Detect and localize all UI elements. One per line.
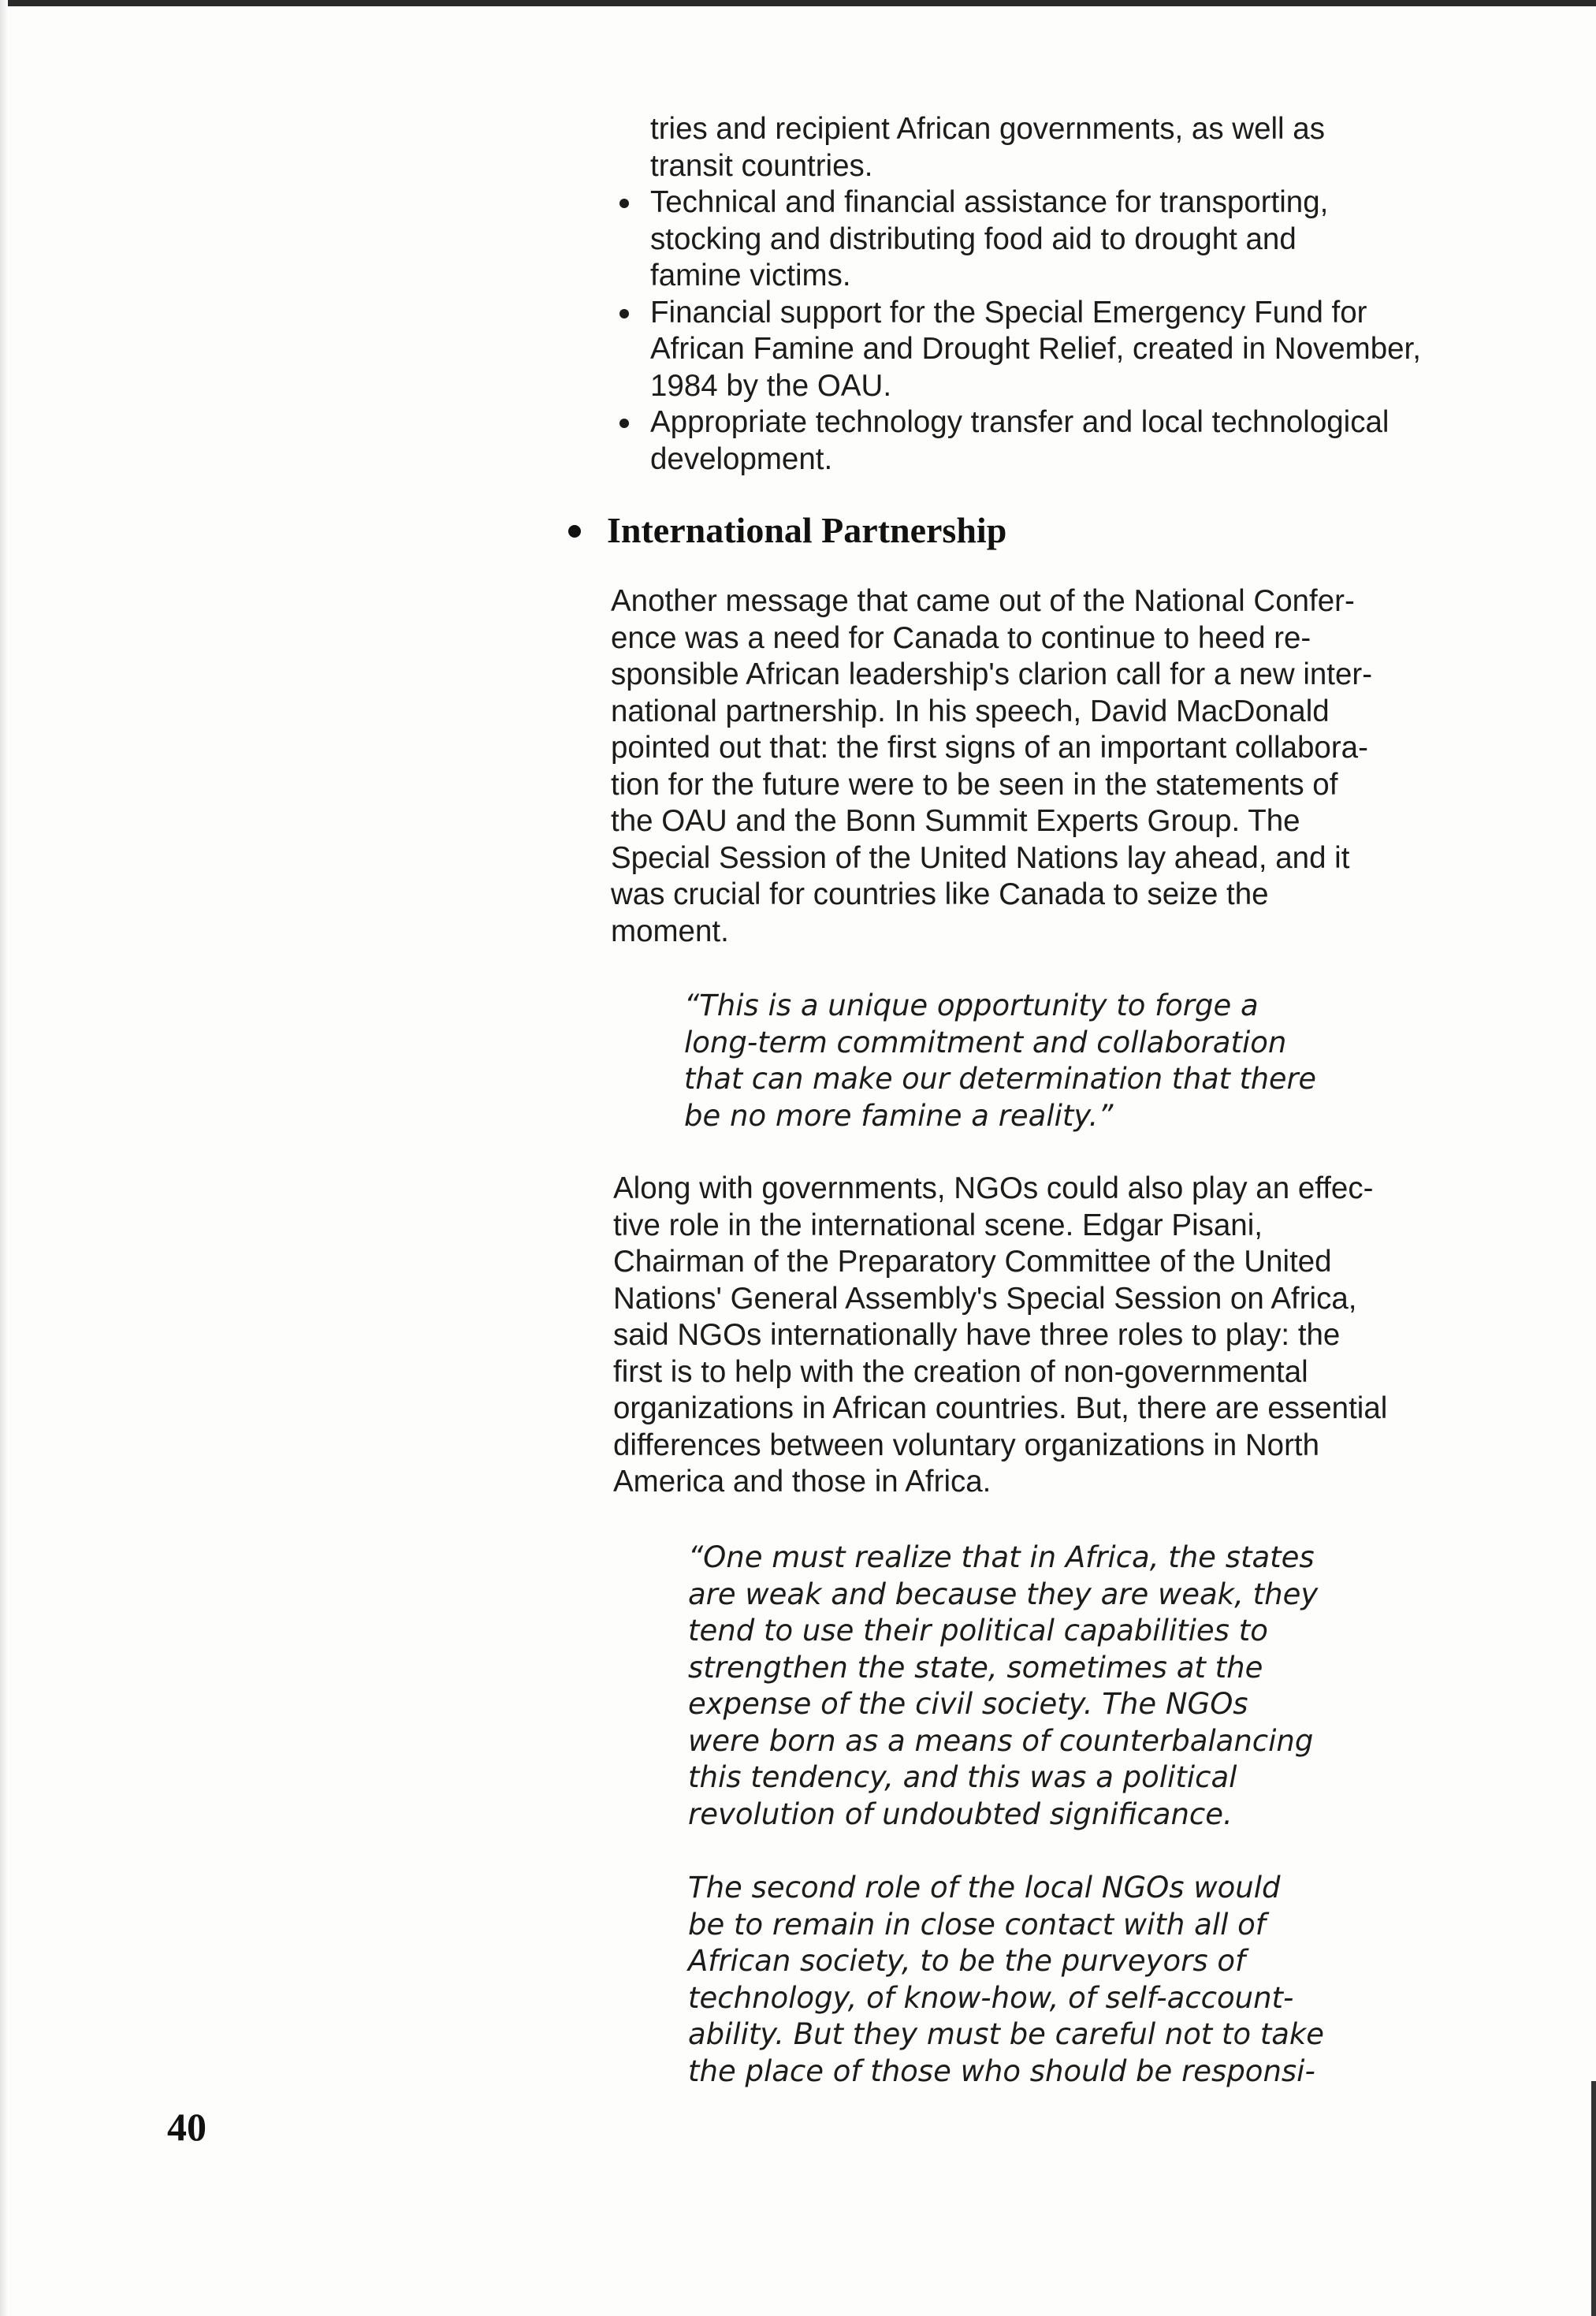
text-line: “This is a unique opportunity to forge a [684, 989, 1259, 1022]
bullet-text-line: famine victims. [650, 259, 851, 292]
text-line: ence was a need for Canada to continue to heed re- [611, 620, 1311, 655]
page-number: 40 [167, 2105, 206, 2149]
text-line: organizations in African countries. But, there are essential [613, 1391, 1388, 1425]
bullet-text-line: tries and recipient African governments, as well as [650, 112, 1325, 146]
bullet-dot-icon [619, 309, 629, 318]
text-line: technology, of know-how, of self-account- [688, 1980, 1294, 2015]
text-line: this tendency, and this was a political [688, 1760, 1237, 1794]
text-line: “One must realize that in Africa, the states [688, 1540, 1315, 1574]
text-line: ability. But they must be careful not to take [688, 2017, 1325, 2051]
text-line: the OAU and the Bonn Summit Experts Group. The [611, 804, 1300, 838]
text-line: America and those in Africa. [613, 1465, 991, 1499]
text-line: was crucial for countries like Canada to seize the [611, 877, 1269, 911]
text-line: the place of those who should be responsi- [688, 2053, 1315, 2088]
scan-left-shadow [0, 0, 8, 2316]
bullet-text-line: transit countries. [650, 148, 873, 183]
text-line: first is to help with the creation of non-governmental [613, 1354, 1308, 1389]
text-line: Nations' General Assembly's Special Session on Africa, [613, 1281, 1357, 1316]
text-line: national partnership. In his speech, David MacDonald [611, 694, 1330, 728]
bullet-text-line: stocking and distributing food aid to drought and [650, 222, 1297, 256]
text-line: strengthen the state, sometimes at the [688, 1650, 1263, 1685]
scan-top-border [0, 0, 1596, 6]
bullet-dot-icon [619, 199, 629, 208]
bullet-text-line: Technical and financial assistance for transporting, [650, 185, 1329, 219]
text-line: Special Session of the United Nations lay ahead, and it [611, 840, 1350, 875]
heading-bullet-icon [568, 525, 581, 538]
text-line: Chairman of the Preparatory Committee of the United [613, 1245, 1332, 1279]
text-line: moment. [611, 914, 729, 948]
text-line: African society, to be the purveyors of [688, 1944, 1246, 1978]
bullet-text-line: development. [650, 441, 833, 476]
text-line: The second role of the local NGOs would [688, 1871, 1281, 1905]
text-line: long-term commitment and collaboration [684, 1025, 1287, 1059]
text-line: expense of the civil society. The NGOs [688, 1687, 1248, 1721]
text-line: be no more famine a reality.” [684, 1098, 1114, 1133]
text-line: that can make our determination that there [684, 1062, 1317, 1096]
text-line: revolution of undoubted significance. [688, 1797, 1233, 1831]
text-line: tive role in the international scene. Edgar Pisani, [613, 1208, 1263, 1242]
text-line: tend to use their political capabilities to [688, 1614, 1268, 1648]
text-line: said NGOs internationally have three roles to play: the [613, 1318, 1341, 1352]
text-line: be to remain in close contact with all of [688, 1907, 1266, 1942]
bullet-text-line: African Famine and Drought Relief, created in November, [650, 332, 1421, 366]
bullet-text-line: 1984 by the OAU. [650, 368, 892, 403]
section-heading: International Partnership [607, 510, 1007, 550]
bullet-text-line: Appropriate technology transfer and local technological [650, 405, 1390, 439]
text-line: Another message that came out of the National Confer- [611, 584, 1355, 618]
text-line: Along with governments, NGOs could also play an effec- [613, 1171, 1374, 1205]
text-line: differences between voluntary organizations in North [613, 1428, 1320, 1462]
text-line: sponsible African leadership's clarion call for a new inter- [611, 657, 1373, 691]
bullet-dot-icon [619, 419, 629, 428]
scan-right-border [1591, 2081, 1596, 2316]
text-line: pointed out that: the first signs of an important collabora- [611, 731, 1368, 765]
text-line: are weak and because they are weak, they [688, 1577, 1319, 1611]
text-line: tion for the future were to be seen in the statements of [611, 767, 1338, 802]
bullet-text-line: Financial support for the Special Emergency Fund for [650, 295, 1367, 330]
text-line: were born as a means of counterbalancing [688, 1723, 1314, 1758]
